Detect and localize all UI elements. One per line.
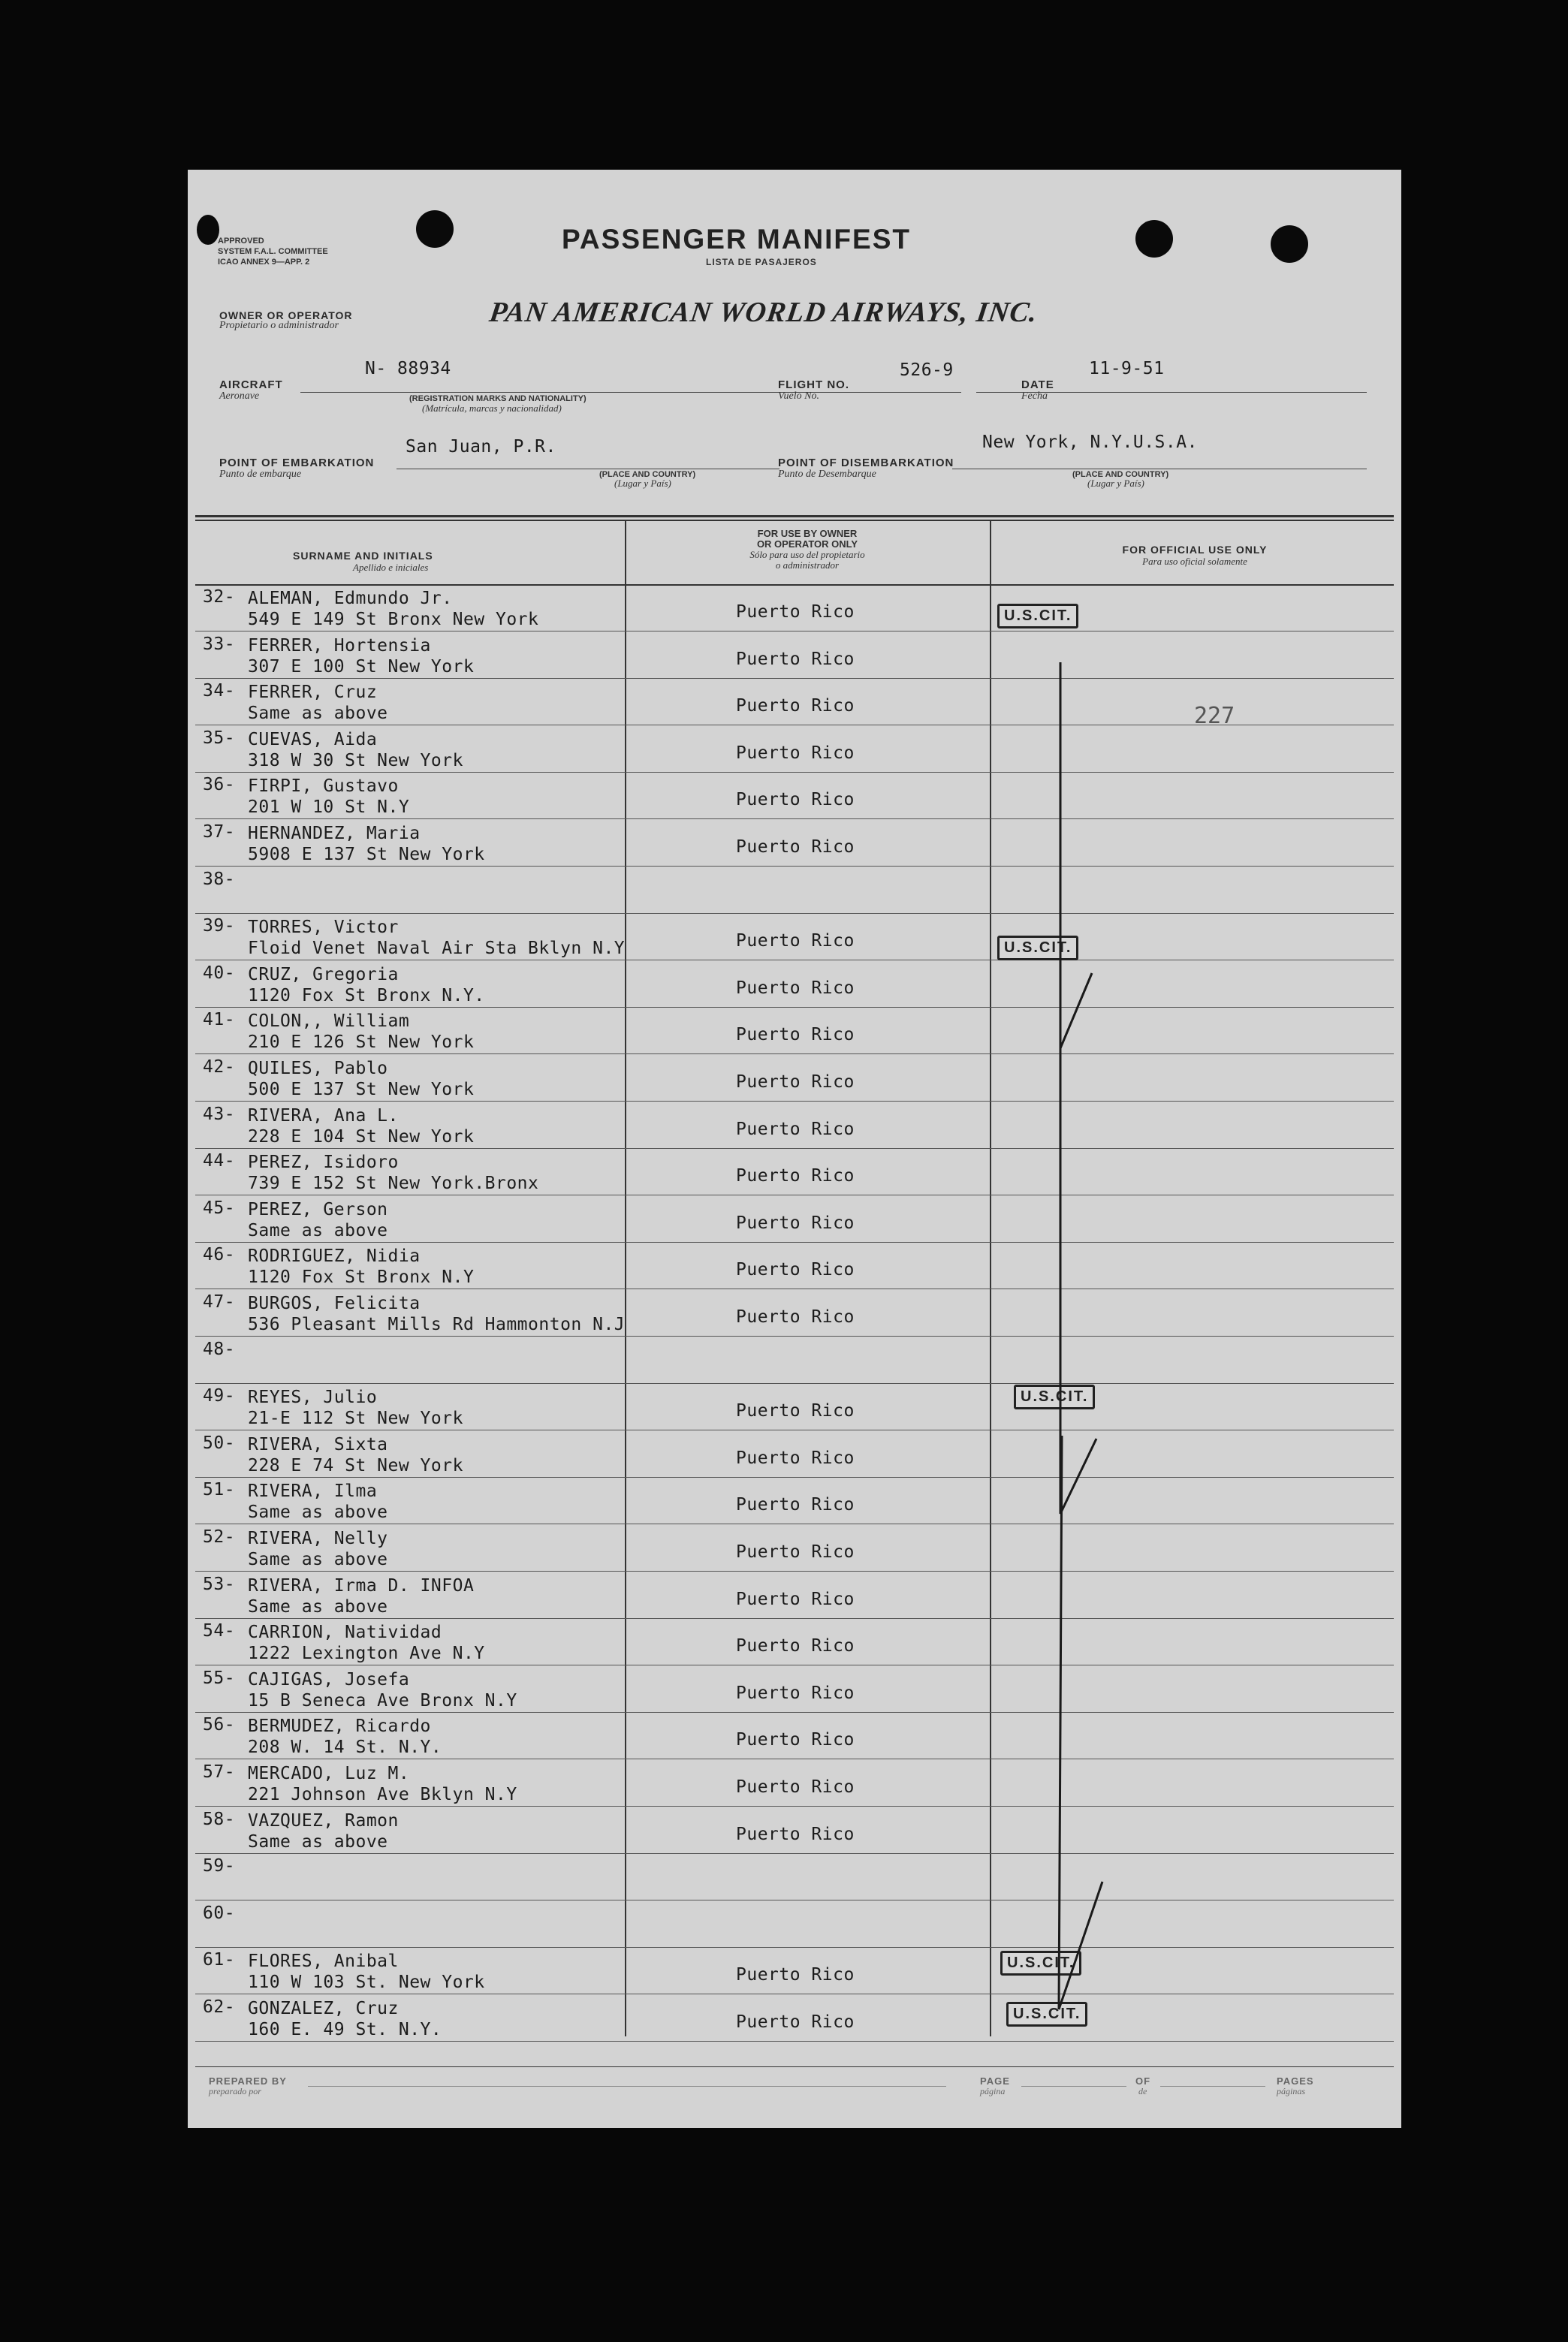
passenger-address: Same as above bbox=[248, 1597, 388, 1617]
passenger-name: ALEMAN, Edmundo Jr. bbox=[248, 589, 453, 608]
owner-label-es: Propietario o administrador bbox=[219, 320, 339, 331]
passenger-address: 228 E 104 St New York bbox=[248, 1127, 475, 1147]
row-number: 48- bbox=[203, 1340, 236, 1359]
passenger-name: HERNANDEZ, Maria bbox=[248, 824, 421, 843]
table-row bbox=[188, 1289, 1401, 1337]
passenger-address: Same as above bbox=[248, 1221, 388, 1240]
passenger-address: 1120 Fox St Bronx N.Y bbox=[248, 1267, 475, 1287]
row-number: 33- bbox=[203, 634, 236, 654]
surname-column-header-es: Apellido e iniciales bbox=[353, 562, 429, 573]
table-row bbox=[188, 1148, 1401, 1195]
row-number: 46- bbox=[203, 1245, 236, 1264]
table-row bbox=[188, 913, 1401, 960]
page-label-es: página bbox=[980, 2086, 1006, 2096]
table-row bbox=[188, 725, 1401, 773]
passenger-address: Same as above bbox=[248, 1550, 388, 1569]
passenger-origin: Puerto Rico bbox=[736, 1120, 855, 1139]
punch-hole-left-icon bbox=[416, 210, 454, 248]
form-title-es: LISTA DE PASAJEROS bbox=[706, 257, 817, 267]
passenger-origin: Puerto Rico bbox=[736, 1730, 855, 1750]
table-row bbox=[188, 1994, 1401, 2042]
table-row bbox=[188, 1665, 1401, 1713]
table-row bbox=[188, 1337, 1401, 1384]
passenger-origin: Puerto Rico bbox=[736, 696, 855, 716]
table-row bbox=[188, 1853, 1401, 1900]
passenger-address: 208 W. 14 St. N.Y. bbox=[248, 1738, 442, 1757]
disembarkation-label: POINT OF DISEMBARKATION bbox=[778, 457, 954, 469]
passenger-name: RIVERA, Ilma bbox=[248, 1481, 378, 1501]
us-citizen-stamp: U.S.CIT. bbox=[1006, 2002, 1087, 2027]
table-row bbox=[188, 1195, 1401, 1243]
row-number: 55- bbox=[203, 1668, 236, 1688]
table-row bbox=[188, 1007, 1401, 1054]
passenger-origin: Puerto Rico bbox=[736, 978, 855, 998]
table-row bbox=[188, 1477, 1401, 1524]
row-number: 35- bbox=[203, 728, 236, 748]
passenger-origin: Puerto Rico bbox=[736, 1777, 855, 1797]
table-row bbox=[188, 584, 1401, 631]
passenger-origin: Puerto Rico bbox=[736, 1683, 855, 1703]
row-number: 47- bbox=[203, 1292, 236, 1312]
passenger-address: 500 E 137 St New York bbox=[248, 1080, 475, 1099]
place-note: (PLACE AND COUNTRY) bbox=[1072, 470, 1169, 479]
passenger-origin: Puerto Rico bbox=[736, 602, 855, 622]
manifest-sheet bbox=[188, 170, 1401, 2128]
row-number: 61- bbox=[203, 1950, 236, 1970]
table-row bbox=[188, 631, 1401, 679]
passenger-address: 1222 Lexington Ave N.Y bbox=[248, 1644, 485, 1663]
table-row bbox=[188, 1572, 1401, 1619]
passenger-name: RIVERA, Sixta bbox=[248, 1435, 388, 1454]
aircraft-label-es: Aeronave bbox=[219, 390, 260, 402]
registration-note: (REGISTRATION MARKS AND NATIONALITY) bbox=[409, 394, 586, 403]
row-number: 32- bbox=[203, 587, 236, 607]
passenger-name: RODRIGUEZ, Nidia bbox=[248, 1246, 421, 1266]
passenger-address: 549 E 149 St Bronx New York bbox=[248, 610, 539, 629]
prepared-by-label: PREPARED BY bbox=[209, 2075, 287, 2087]
owner-use-header-line: OR OPERATOR ONLY bbox=[756, 538, 858, 550]
passenger-name: TORRES, Victor bbox=[248, 918, 399, 937]
pages-label-es: páginas bbox=[1277, 2086, 1306, 2096]
place-note-es: (Lugar y País) bbox=[1087, 478, 1144, 489]
passenger-name: CRUZ, Gregoria bbox=[248, 965, 399, 984]
passenger-address: 739 E 152 St New York.Bronx bbox=[248, 1174, 539, 1193]
row-number: 60- bbox=[203, 1903, 236, 1923]
table-row bbox=[188, 1054, 1401, 1102]
row-number: 39- bbox=[203, 916, 236, 936]
approval-note bbox=[218, 236, 328, 267]
punch-hole-far-right-icon bbox=[1271, 225, 1308, 263]
passenger-name: BERMUDEZ, Ricardo bbox=[248, 1717, 431, 1736]
row-number: 43- bbox=[203, 1105, 236, 1124]
aircraft-registration: N- 88934 bbox=[365, 359, 451, 378]
passenger-name: FERRER, Cruz bbox=[248, 683, 378, 702]
table-row bbox=[188, 1102, 1401, 1149]
table-row bbox=[188, 1807, 1401, 1854]
table-row bbox=[188, 819, 1401, 867]
passenger-origin: Puerto Rico bbox=[736, 1495, 855, 1515]
row-number: 52- bbox=[203, 1527, 236, 1547]
row-number: 45- bbox=[203, 1198, 236, 1218]
operator-name: PAN AMERICAN WORLD AIRWAYS, INC. bbox=[487, 297, 1040, 328]
passenger-name: FERRER, Hortensia bbox=[248, 636, 431, 656]
table-row bbox=[188, 1383, 1401, 1430]
passenger-address: 210 E 126 St New York bbox=[248, 1032, 475, 1052]
row-number: 53- bbox=[203, 1575, 236, 1594]
passenger-name: RIVERA, Irma D. INFOA bbox=[248, 1576, 475, 1596]
passenger-address: 318 W 30 St New York bbox=[248, 751, 463, 770]
passenger-origin: Puerto Rico bbox=[736, 1072, 855, 1092]
passenger-origin: Puerto Rico bbox=[736, 1166, 855, 1186]
row-number: 34- bbox=[203, 681, 236, 701]
owner-use-column-header bbox=[625, 529, 990, 571]
passenger-name: REYES, Julio bbox=[248, 1388, 378, 1407]
embarkation-label: POINT OF EMBARKATION bbox=[219, 457, 375, 469]
table-row bbox=[188, 772, 1401, 819]
passenger-address: 15 B Seneca Ave Bronx N.Y bbox=[248, 1691, 517, 1711]
approval-line: SYSTEM F.A.L. COMMITTEE bbox=[218, 247, 328, 256]
passenger-address: 1120 Fox St Bronx N.Y. bbox=[248, 986, 485, 1005]
passenger-name: FLORES, Anibal bbox=[248, 1952, 399, 1971]
us-citizen-stamp: U.S.CIT. bbox=[1000, 1951, 1081, 1976]
flight-label-es: Vuelo No. bbox=[778, 390, 819, 402]
passenger-name: RIVERA, Nelly bbox=[248, 1529, 388, 1548]
us-citizen-stamp: U.S.CIT. bbox=[1014, 1385, 1095, 1409]
passenger-name: CAJIGAS, Josefa bbox=[248, 1670, 410, 1689]
row-number: 36- bbox=[203, 775, 236, 794]
passenger-origin: Puerto Rico bbox=[736, 1307, 855, 1327]
passenger-address: Same as above bbox=[248, 704, 388, 723]
official-use-column-header-es: Para uso oficial solamente bbox=[1142, 556, 1247, 567]
passenger-address: Same as above bbox=[248, 1832, 388, 1852]
passenger-name: RIVERA, Ana L. bbox=[248, 1106, 399, 1126]
owner-use-header-es: o administrador bbox=[775, 559, 840, 571]
table-row bbox=[188, 1900, 1401, 1948]
table-row bbox=[188, 1759, 1401, 1807]
table-row bbox=[188, 1430, 1401, 1478]
row-number: 56- bbox=[203, 1715, 236, 1735]
passenger-name: CARRION, Natividad bbox=[248, 1623, 442, 1642]
table-row bbox=[188, 867, 1401, 914]
row-number: 44- bbox=[203, 1151, 236, 1171]
place-note: (PLACE AND COUNTRY) bbox=[599, 470, 696, 479]
passenger-address: Floid Venet Naval Air Sta Bklyn N.Y bbox=[248, 939, 626, 958]
embarkation-label-es: Punto de embarque bbox=[219, 469, 302, 480]
passenger-name: CUEVAS, Aida bbox=[248, 730, 378, 749]
registration-note-es: (Matrícula, marcas y nacionalidad) bbox=[422, 402, 562, 414]
row-number: 50- bbox=[203, 1433, 236, 1453]
row-number: 54- bbox=[203, 1621, 236, 1641]
passenger-origin: Puerto Rico bbox=[736, 1260, 855, 1280]
of-label-es: de bbox=[1138, 2086, 1147, 2096]
passenger-address: 160 E. 49 St. N.Y. bbox=[248, 2020, 442, 2039]
checkmark-icon bbox=[1051, 1431, 1126, 2032]
date-label-es: Fecha bbox=[1021, 390, 1048, 402]
passenger-origin: Puerto Rico bbox=[736, 931, 855, 951]
page-label: PAGE bbox=[980, 2075, 1010, 2087]
punch-hole-edge-icon bbox=[197, 215, 219, 245]
passenger-name: GONZALEZ, Cruz bbox=[248, 1999, 399, 2018]
date-label: DATE bbox=[1021, 378, 1054, 391]
of-label: OF bbox=[1135, 2075, 1151, 2087]
table-row bbox=[188, 1712, 1401, 1759]
passenger-address: 110 W 103 St. New York bbox=[248, 1973, 485, 1992]
passenger-name: MERCADO, Luz M. bbox=[248, 1764, 410, 1783]
approval-line: APPROVED bbox=[218, 237, 264, 246]
surname-column-header: SURNAME AND INITIALS bbox=[293, 550, 433, 562]
official-number: 227 bbox=[1194, 703, 1235, 729]
row-number: 51- bbox=[203, 1480, 236, 1500]
embarkation-point: San Juan, P.R. bbox=[406, 437, 556, 457]
row-number: 62- bbox=[203, 1997, 236, 2017]
passenger-origin: Puerto Rico bbox=[736, 743, 855, 763]
passenger-name: PEREZ, Gerson bbox=[248, 1200, 388, 1219]
passenger-name: FIRPI, Gustavo bbox=[248, 776, 399, 796]
row-number: 49- bbox=[203, 1386, 236, 1406]
row-number: 59- bbox=[203, 1856, 236, 1876]
row-number: 40- bbox=[203, 963, 236, 983]
passenger-address: 21-E 112 St New York bbox=[248, 1409, 463, 1428]
us-citizen-stamp: U.S.CIT. bbox=[997, 604, 1078, 628]
passenger-origin: Puerto Rico bbox=[736, 790, 855, 809]
passenger-origin: Puerto Rico bbox=[736, 1213, 855, 1233]
row-number: 37- bbox=[203, 822, 236, 842]
passenger-address: 536 Pleasant Mills Rd Hammonton N.J bbox=[248, 1315, 626, 1334]
prepared-by-label-es: preparado por bbox=[209, 2086, 261, 2096]
passenger-address: Same as above bbox=[248, 1503, 388, 1522]
table-row bbox=[188, 960, 1401, 1008]
passenger-name: BURGOS, Felicita bbox=[248, 1294, 421, 1313]
table-row bbox=[188, 1618, 1401, 1665]
aircraft-label: AIRCRAFT bbox=[219, 378, 283, 391]
table-row bbox=[188, 1524, 1401, 1572]
passenger-name: PEREZ, Isidoro bbox=[248, 1153, 399, 1172]
passenger-address: 221 Johnson Ave Bklyn N.Y bbox=[248, 1785, 517, 1804]
approval-line: ICAO ANNEX 9—APP. 2 bbox=[218, 258, 310, 267]
punch-hole-right-icon bbox=[1135, 220, 1173, 258]
owner-use-header-line: FOR USE BY OWNER bbox=[757, 528, 858, 539]
passenger-origin: Puerto Rico bbox=[736, 1965, 855, 1985]
passenger-origin: Puerto Rico bbox=[736, 650, 855, 669]
table-row bbox=[188, 1947, 1401, 1994]
passenger-name: VAZQUEZ, Ramon bbox=[248, 1811, 399, 1831]
passenger-address: 201 W 10 St N.Y bbox=[248, 797, 410, 817]
passenger-address: 307 E 100 St New York bbox=[248, 657, 475, 677]
passenger-origin: Puerto Rico bbox=[736, 1401, 855, 1421]
us-citizen-stamp: U.S.CIT. bbox=[997, 936, 1078, 960]
passenger-origin: Puerto Rico bbox=[736, 2012, 855, 2032]
passenger-address: 228 E 74 St New York bbox=[248, 1456, 463, 1475]
flight-label: FLIGHT NO. bbox=[778, 378, 849, 391]
place-note-es: (Lugar y País) bbox=[614, 478, 671, 489]
flight-number: 526-9 bbox=[900, 360, 954, 380]
passenger-name: QUILES, Pablo bbox=[248, 1059, 388, 1078]
owner-label: OWNER OR OPERATOR bbox=[219, 309, 353, 321]
passenger-origin: Puerto Rico bbox=[736, 1448, 855, 1468]
disembarkation-label-es: Punto de Desembarque bbox=[778, 469, 876, 480]
row-number: 57- bbox=[203, 1762, 236, 1782]
row-number: 38- bbox=[203, 870, 236, 889]
passenger-origin: Puerto Rico bbox=[736, 1590, 855, 1609]
row-number: 41- bbox=[203, 1010, 236, 1029]
passenger-address: 5908 E 137 St New York bbox=[248, 845, 485, 864]
form-title: PASSENGER MANIFEST bbox=[562, 224, 911, 255]
passenger-origin: Puerto Rico bbox=[736, 1636, 855, 1656]
flight-date: 11-9-51 bbox=[1089, 359, 1165, 378]
table-row bbox=[188, 1242, 1401, 1289]
row-number: 42- bbox=[203, 1057, 236, 1077]
passenger-origin: Puerto Rico bbox=[736, 1542, 855, 1562]
passenger-name: COLON,, William bbox=[248, 1011, 410, 1031]
passenger-origin: Puerto Rico bbox=[736, 1025, 855, 1044]
official-use-column-header: FOR OFFICIAL USE ONLY bbox=[1122, 544, 1268, 556]
pages-label: PAGES bbox=[1277, 2075, 1314, 2087]
owner-use-header-es: Sólo para uso del propietario bbox=[749, 549, 865, 560]
disembarkation-point: New York, N.Y.U.S.A. bbox=[982, 433, 1198, 452]
passenger-origin: Puerto Rico bbox=[736, 837, 855, 857]
passenger-origin: Puerto Rico bbox=[736, 1825, 855, 1844]
row-number: 58- bbox=[203, 1810, 236, 1829]
